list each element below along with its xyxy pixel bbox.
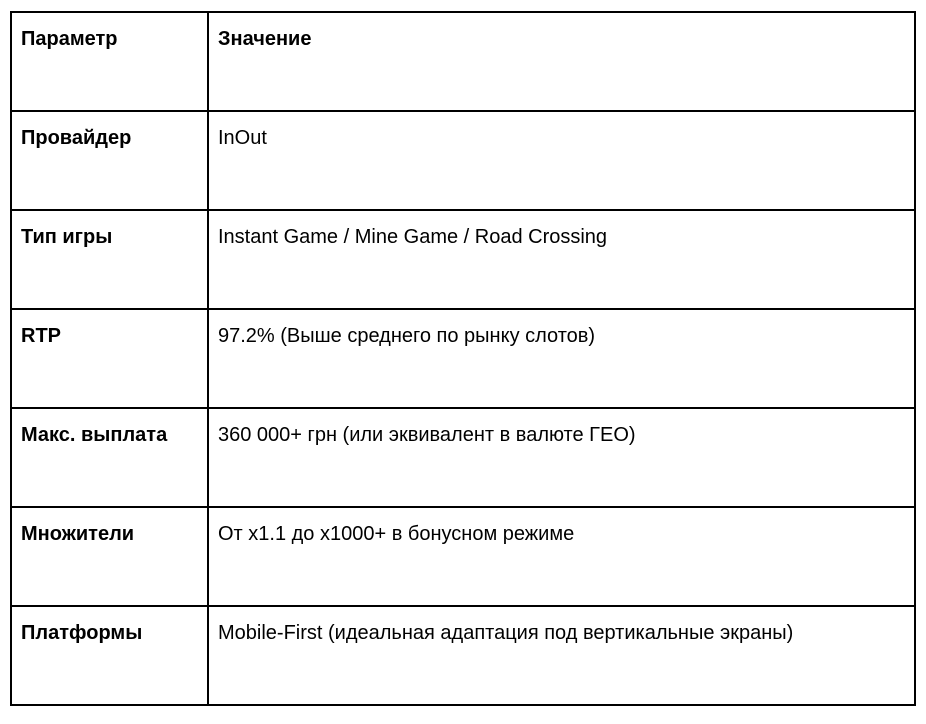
- table-header-row: [11, 12, 915, 111]
- value-cell: Mobile-First (идеальная адаптация под вертикальные экраны): [208, 606, 915, 705]
- table-row: [11, 606, 915, 705]
- value-cell: От x1.1 до x1000+ в бонусном режиме: [208, 507, 915, 606]
- table-row: [11, 111, 915, 210]
- param-cell: Тип игры: [11, 210, 208, 309]
- value-cell: 360 000+ грн (или эквивалент в валюте ГЕО): [208, 408, 915, 507]
- value-cell: 97.2% (Выше среднего по рынку слотов): [208, 309, 915, 408]
- value-cell: InOut: [208, 111, 915, 210]
- table-row: [11, 507, 915, 606]
- table-row: [11, 309, 915, 408]
- param-cell: Платформы: [11, 606, 208, 705]
- header-param-cell: Параметр: [11, 12, 208, 111]
- header-value-cell: Значение: [208, 12, 915, 111]
- param-cell: Множители: [11, 507, 208, 606]
- param-cell: RTP: [11, 309, 208, 408]
- table-row: [11, 408, 915, 507]
- parameters-table: [10, 11, 916, 706]
- param-cell: Провайдер: [11, 111, 208, 210]
- value-cell: Instant Game / Mine Game / Road Crossing: [208, 210, 915, 309]
- param-cell: Макс. выплата: [11, 408, 208, 507]
- table-row: [11, 210, 915, 309]
